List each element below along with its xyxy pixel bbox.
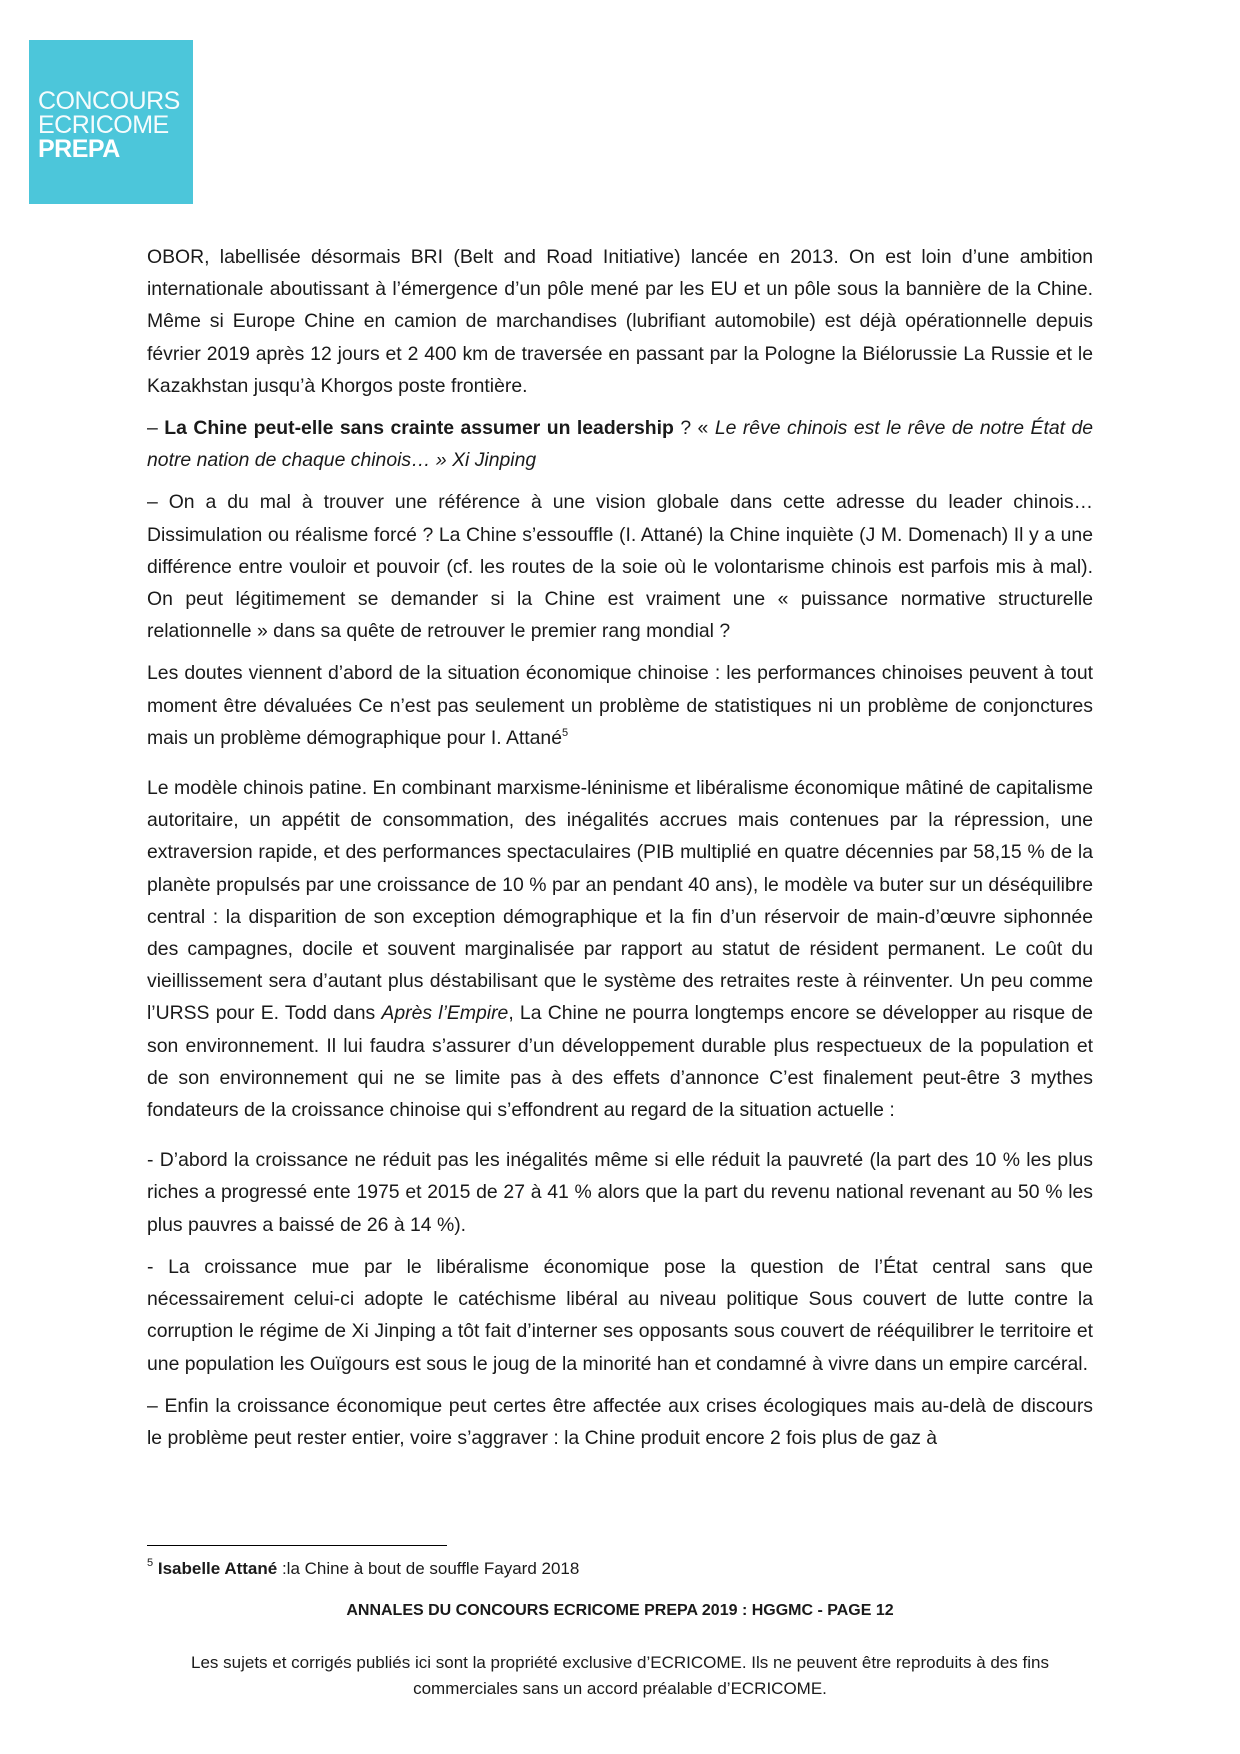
chinese-model-text-b: , La Chine ne pourra longtemps encore se développer au risque de son environnement. Il lui faudra s’assurer d’un développement durable plus respectueux de la population et de son environnement qui ne se limite pas à des effets d’annonce C’est finalement peut-être 3 mythes fondateurs de la croissance chinoise qui s’effondrent au regard de la situation actuelle : (147, 1002, 1093, 1122)
paragraph-inequalities: - D’abord la croissance ne réduit pas les inégalités même si elle réduit la pauvreté (la part des 10 % les plus riches a progressé ente 1975 et 2015 de 27 à 41 % alors que la part du revenu national revenant au 50 % les plus pauvres a baissé de 26 à 14 %). (147, 1149, 1093, 1236)
paragraph-economic-doubts (147, 657, 1093, 754)
leadership-question-bold: La Chine peut-elle sans crainte assumer un leadership (164, 417, 674, 440)
quote-open: ? « (673, 417, 715, 440)
paragraph-ecology: – Enfin la croissance économique peut certes être affectée aux crises écologiques mais au-delà de discours le problème peut rester entier, voire s’aggraver : la Chine produit encore 2 fois plus de gaz à (147, 1394, 1093, 1449)
ecricome-logo (29, 40, 193, 204)
copyright-notice: Les sujets et corrigés publiés ici sont la propriété exclusive d’ECRICOME. Ils ne peuvent être reproduits à des fins commerciales sans un accord préalable d’ECRICOME. (191, 1653, 1049, 1698)
paragraph-global-vision: – On a du mal à trouver une référence à une vision globale dans cette adresse du leader chinois… Dissimulation ou réalisme forcé ? La Chine s’essouffle (I. Attané) la Chine inquiète (J M. Domenach) Il y a une différence entre vouloir et pouvoir (cf. les routes de la soie où le volontarisme chinois est parfois mis à mal). On peut légitimement se demander si la Chine est vraiment une « puissance normative structurelle relationnelle » dans sa quête de retrouver le premier rang mondial ? (147, 491, 1093, 643)
footnote (147, 1557, 579, 1581)
economic-doubts-text: Les doutes viennent d’abord de la situation économique chinoise : les performances chinoises peuvent à tout moment être dévaluées Ce n’est pas seulement un problème de statistiques ni un problème de conjonctures mais un problème démographique pour I. Attané (147, 662, 1093, 749)
paragraph-chinese-model (147, 772, 1093, 1126)
footnote-text: :la Chine à bout de souffle Fayard 2018 (277, 1559, 580, 1578)
footnote-author: Isabelle Attané (157, 1559, 278, 1578)
logo-line-concours: CONCOURS (38, 87, 180, 115)
footnote-divider (147, 1545, 447, 1546)
paragraph-bri: OBOR, labellisée désormais BRI (Belt and Road Initiative) lancée en 2013. On est loin d’une ambition internationale aboutissant à l’émergence d’un pôle mené par les EU et un pôle sous la bannière de la Chine. Même si Europe Chine en camion de marchandises (lubrifiant automobile) est déjà opérationnelle depuis février 2019 après 12 jours et 2 400 km de traversée en passant par la Pologne la Biélorussie La Russie et le Kazakhstan jusqu’à Khorgos poste frontière. (147, 246, 1093, 397)
apres-empire-title: Après l’Empire (381, 1002, 509, 1025)
footnote-ref[interactable]: 5 (562, 726, 569, 739)
footnote-number: 5 (147, 1557, 154, 1569)
chinese-model-text-a: Le modèle chinois patine. En combinant marxisme-léninisme et libéralisme économique mâtiné de capitalisme autoritaire, un appétit de consommation, des inégalités accrues mais contenues par la répression, une extraversion rapide, et des performances spectaculaires (PIB multiplié en quatre décennies par 58,15 % de la planète propulsés par une croissance de 10 % par an pendant 40 ans), le modèle va buter sur un déséquilibre central : la disparition de son exception démographique et la fin d’un réservoir de main-d’œuvre siphonnée des campagnes, docile et souvent marginalisée par rapport au statut de résident permanent. Le coût du vieillissement sera d’autant plus déstabilisant que le système des retraites reste à réinventer. Un peu comme l’URSS pour E. Todd dans (147, 777, 1093, 1025)
logo-line-prepa: PREPA (38, 135, 120, 163)
dash: – (147, 417, 165, 440)
paragraph-leadership-question (147, 412, 1093, 476)
paragraph-central-state: - La croissance mue par le libéralisme économique pose la question de l’État central sans que nécessairement celui-ci adopte le catéchisme libéral au niveau politique Sous couvert de lutte contre la corruption le régime de Xi Jinping a tôt fait d’interner ses opposants sous couvert de rééquilibrer le territoire et une population les Ouïgours est sous le joug de la minorité han et condamné à vivre dans un empire carcéral. (147, 1255, 1093, 1375)
logo-line-ecricome: ECRICOME (38, 111, 169, 139)
xi-jinping-quote: Le rêve chinois est le rêve de notre État de notre nation de chaque chinois… » Xi Jinping (147, 417, 1094, 472)
page-footer-title: ANNALES DU CONCOURS ECRICOME PREPA 2019 : HGGMC - PAGE 12 (346, 1602, 894, 1619)
document-body (147, 241, 1093, 1464)
